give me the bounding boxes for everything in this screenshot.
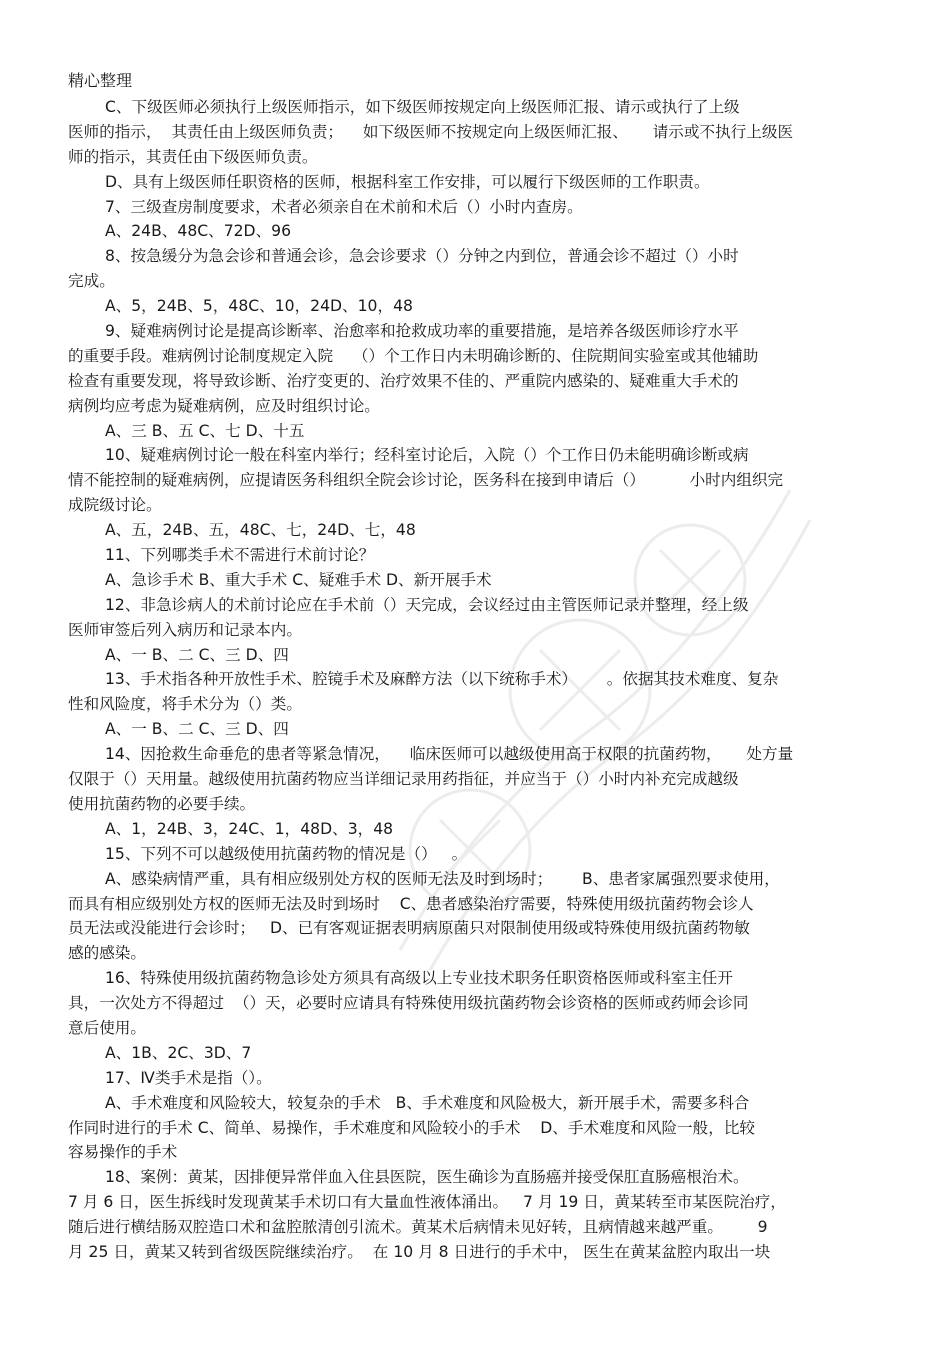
text-line: 仅限于（）天用量。越级使用抗菌药物应当详细记录用药指征，并应当于（）小时内补充完成越级 (68, 770, 739, 789)
text-line: 检查有重要发现，将导致诊断、治疗变更的、治疗效果不佳的、严重院内感染的、疑难重大手术的 (68, 371, 739, 390)
text-line: 而具有相应级别处方权的医师无法及时到场时 C、患者感染治疗需要，特殊使用级抗菌药物会诊人 (68, 894, 754, 913)
text-line: 14、因抢救生命垂危的患者等紧急情况， 临床医师可以越级使用高于权限的抗菌药物， 处方量 (105, 745, 794, 764)
text-line: A、5，24B、5，48C、10，24D、10，48 (105, 297, 413, 316)
text-line: 医师审签后列入病历和记录本内。 (68, 620, 302, 639)
text-line: A、一 B、二 C、三 D、四 (105, 720, 289, 739)
text-line: 7 月 6 日，医生拆线时发现黄某手术切口有大量血性液体涌出。 7 月 19 日，黄某转至市某医院治疗， (68, 1193, 786, 1212)
text-line: 情不能控制的疑难病例，应提请医务科组织全院会诊讨论，医务科在接到申请后（） 小时内组织完 (68, 471, 784, 490)
text-line: A、手术难度和风险较大，较复杂的手术 B、手术难度和风险极大，新开展手术，需要多科合 (105, 1093, 750, 1112)
text-line: 容易操作的手术 (68, 1143, 178, 1162)
text-line: 月 25 日，黄某又转到省级医院继续治疗。 在 10 月 8 日进行的手术中， 医生在黄某盆腔内取出一块 (68, 1242, 771, 1261)
text-line: 医师的指示， 其责任由上级医师负责； 如下级医师不按规定向上级医师汇报、 请示或不执行上级医 (68, 122, 794, 141)
text-line: 完成。 (68, 272, 115, 291)
text-line: 15、下列不可以越级使用抗菌药物的情况是（） 。 (105, 844, 468, 863)
document-body (68, 95, 883, 1265)
text-line: C、下级医师必须执行上级医师指示，如下级医师按规定向上级医师汇报、请示或执行了上级 (105, 98, 740, 116)
text-line: 具，一次处方不得超过 （）天，必要时应请具有特殊使用级抗菌药物会诊资格的医师或药师会诊同 (68, 994, 749, 1013)
text-line: 感的感染。 (68, 944, 146, 963)
text-line: 16、特殊使用级抗菌药物急诊处方须具有高级以上专业技术职务任职资格医师或科室主任开 (105, 969, 733, 988)
text-line: 性和风险度，将手术分为（）类。 (68, 695, 302, 714)
document-header: 精心整理 (68, 71, 133, 90)
text-line: A、1，24B、3，24C、1，48D、3，48 (105, 819, 394, 838)
text-line: 12、非急诊病人的术前讨论应在手术前（）天完成，会议经过由主管医师记录并整理，经上级 (105, 595, 749, 614)
text-line: A、感染病情严重，具有相应级别处方权的医师无法及时到场时； B、患者家属强烈要求使用， (105, 869, 780, 888)
text-line: 18、案例：黄某，因排便异常伴血入住县医院，医生确诊为直肠癌并接受保肛直肠癌根治术。 (105, 1168, 749, 1187)
text-line: 成院级讨论。 (68, 496, 162, 515)
text-line: 作同时进行的手术 C、简单、易操作，手术难度和风险较小的手术 D、手术难度和风险一般，比较 (68, 1118, 756, 1137)
text-line: 9、疑难病例讨论是提高诊断率、治愈率和抢救成功率的重要措施，是培养各级医师诊疗水平 (105, 322, 739, 341)
text-line: A、急诊手术 B、重大手术 C、疑难手术 D、新开展手术 (105, 570, 492, 589)
text-line: A、24B、48C、72D、96 (105, 222, 292, 241)
text-line: A、三 B、五 C、七 D、十五 (105, 421, 305, 440)
text-line: 11、下列哪类手术不需进行术前讨论？ (105, 546, 375, 565)
text-line: D、具有上级医师任职资格的医师，根据科室工作安排，可以履行下级医师的工作职责。 (105, 172, 710, 191)
text-line: 病例均应考虑为疑难病例，应及时组织讨论。 (68, 396, 380, 415)
text-line: 17、Ⅳ类手术是指（）。 (105, 1068, 272, 1087)
text-line: 使用抗菌药物的必要手续。 (68, 794, 256, 813)
text-line: 13、手术指各种开放性手术、腔镜手术及麻醉方法（以下统称手术） 。依据其技术难度、复杂 (105, 670, 779, 689)
text-line: A、五，24B、五，48C、七，24D、七，48 (105, 521, 416, 540)
text-line: 7、三级查房制度要求，术者必须亲自在术前和术后（）小时内查房。 (105, 197, 583, 216)
text-line: 8、按急缓分为急会诊和普通会诊，急会诊要求（）分钟之内到位，普通会诊不超过（）小时 (105, 247, 739, 266)
text-line: 10、疑难病例讨论一般在科室内举行；经科室讨论后，入院（）个工作日仍未能明确诊断或病 (105, 446, 749, 465)
text-line: A、一 B、二 C、三 D、四 (105, 645, 289, 664)
text-line: 员无法或没能进行会诊时； D、已有客观证据表明病原菌只对限制使用级或特殊使用级抗菌药物敏 (68, 919, 750, 938)
text-line: 师的指示，其责任由下级医师负责。 (68, 147, 318, 166)
text-line: 意后使用。 (68, 1018, 146, 1037)
text-line: 的重要手段。难病例讨论制度规定入院 （）个工作日内未明确诊断的、住院期间实验室或其他辅助 (68, 346, 759, 365)
text-line: A、1B、2C、3D、7 (105, 1043, 252, 1062)
text-line: 随后进行横结肠双腔造口术和盆腔脓清创引流术。黄某术后病情未见好转，且病情越来越严重。 9 (68, 1218, 768, 1237)
